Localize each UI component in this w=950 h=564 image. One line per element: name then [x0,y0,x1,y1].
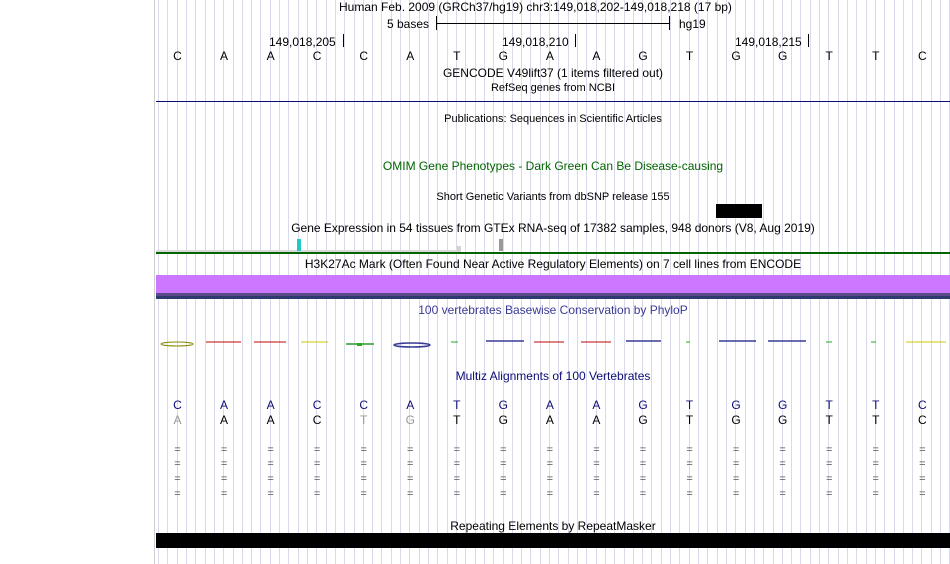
coord-tick-3 [808,34,809,47]
h3k27ac-track-title: H3K27Ac Mark (Often Found Near Active Regulatory Elements) on 7 cell lines from ENCODE [304,257,802,271]
alignment-base: A [220,413,229,427]
sequence-base: C [917,49,927,63]
omim-track-title: OMIM Gene Phenotypes - Dark Green Can Be Disease-causing [382,159,724,173]
h3k27ac-band-2 [156,296,950,299]
alignment-base: G [731,398,741,412]
alignment-gap-marker: = [593,444,600,456]
sequence-base: A [592,49,601,63]
assembly-text: hg19 [679,17,706,31]
alignment-gap-marker: = [267,488,274,500]
alignment-gap-marker: = [732,458,740,470]
dbsnp-variant-block[interactable] [716,204,762,218]
sequence-base: A [545,49,554,63]
alignment-gap-marker: = [919,488,926,500]
alignment-gap-marker: = [174,458,181,470]
alignment-gap-marker: = [686,444,693,456]
alignment-gap-marker: = [825,444,833,456]
gtex-track-title: Gene Expression in 54 tissues from GTEx RNA-seq of 17382 samples, 948 donors (V8, Aug 2019) [291,221,815,235]
alignment-base: T [685,398,694,412]
sequence-base: T [685,49,694,63]
alignment-base: G [638,413,648,427]
alignment-gap-marker: = [500,444,507,456]
alignment-gap-marker: = [500,458,507,470]
alignment-base: T [360,413,368,427]
alignment-gap-marker: = [220,444,228,456]
refseq-track-title: RefSeq genes from NCBI [490,82,616,94]
publications-track-title: Publications: Sequences in Scientific Articles [444,113,662,125]
alignment-gap-marker: = [872,488,879,500]
alignment-base: A [266,413,275,427]
phylop-signal[interactable] [156,335,950,355]
alignment-gap-marker: = [732,488,740,500]
alignment-base: A [545,398,554,412]
alignment-gap-marker: = [872,444,879,456]
alignment-gap-marker: = [546,473,554,485]
scale-bar-right-tick [669,16,670,30]
sequence-base: C [312,49,322,63]
scale-bases-text: 5 bases [387,17,430,31]
alignment-gap-marker: = [407,458,414,470]
alignment-gap-marker: = [313,444,321,456]
alignment-base: A [592,413,601,427]
alignment-gap-marker: = [825,458,833,470]
sequence-base: G [638,49,648,63]
alignment-gap-marker: = [220,458,228,470]
sequence-base: T [825,49,833,63]
alignment-base: A [266,398,275,412]
alignment-base: C [173,398,182,412]
alignment-base: G [498,413,509,427]
alignment-gap-marker: = [267,473,274,485]
alignment-gap-marker: = [825,488,833,500]
alignment-base: T [872,398,880,412]
gencode-track-title: GENCODE V49lift37 (1 items filtered out) [442,66,664,80]
alignment-gap-marker: = [593,488,600,500]
alignment-base: G [498,398,509,412]
sequence-base: A [266,49,275,63]
alignment-gap-marker: = [779,458,786,470]
alignment-gap-marker: = [174,488,181,500]
alignment-base: C [917,413,927,427]
coord-tick-1 [343,34,344,47]
alignment-gap-marker: = [919,473,926,485]
alignment-base: T [825,398,833,412]
alignment-gap-marker: = [919,444,926,456]
sequence-base: G [731,49,741,63]
alignment-gap-marker: = [453,488,461,500]
sequence-base: C [173,49,182,63]
alignment-base: A [592,398,601,412]
dbsnp-track-title: Short Genetic Variants from dbSNP release 155 [436,191,670,203]
sequence-base: A [220,49,229,63]
alignment-gap-marker: = [313,488,321,500]
gtex-bar-grey[interactable] [499,239,503,251]
alignment-base: A [545,413,554,427]
sequence-base: T [872,49,880,63]
alignment-base: C [917,398,927,412]
alignment-gap-marker: = [779,473,786,485]
alignment-base: C [312,413,322,427]
alignment-base: A [406,398,415,412]
alignment-gap-marker: = [686,488,693,500]
repeat-track-title: Repeating Elements by RepeatMasker [450,519,656,533]
alignment-gap-marker: = [360,444,367,456]
alignment-gap-marker: = [267,444,274,456]
alignment-gap-marker: = [779,488,786,500]
alignment-gap-marker: = [732,473,740,485]
sequence-base: A [406,49,415,63]
refseq-gene-line[interactable] [156,101,950,102]
phylop-track-title: 100 vertebrates Basewise Conservation by PhyloP [418,303,688,317]
alignment-gap-marker: = [313,473,321,485]
alignment-gap-marker: = [686,473,693,485]
alignment-gap-marker: = [360,473,367,485]
gtex-bar-cyan[interactable] [297,239,301,251]
alignment-gap-marker: = [919,458,926,470]
alignment-gap-marker: = [407,488,414,500]
alignment-gap-marker: = [546,488,554,500]
alignment-gap-marker: = [453,473,461,485]
alignment-base: G [777,398,788,412]
repeatmasker-block[interactable] [156,533,950,548]
coord-label-1: 149,018,205 [269,35,336,49]
alignment-gap-marker: = [313,458,321,470]
alignment-gap-marker: = [779,444,786,456]
alignment-gap-marker: = [267,458,274,470]
coord-label-3: 149,018,215 [735,35,802,49]
alignment-base: C [359,398,369,412]
window-position-text: Human Feb. 2009 (GRCh37/hg19) chr3:149,018,202-149,018,218 (17 bp) [339,0,732,14]
alignment-base: T [872,413,880,427]
alignment-base: T [453,398,461,412]
alignment-base: G [777,413,788,427]
alignment-gap-marker: = [500,488,507,500]
alignment-base: G [731,413,741,427]
scale-bar [436,23,669,24]
coord-tick-2 [575,34,576,47]
alignment-base: T [825,413,833,427]
sequence-base: C [359,49,369,63]
alignment-base: A [173,413,182,427]
alignment-base: G [405,413,415,427]
track-labels-panel [0,0,154,564]
alignment-gap-marker: = [360,458,367,470]
alignment-gap-marker: = [360,488,367,500]
tracks-panel[interactable] [156,0,950,564]
alignment-gap-marker: = [872,458,879,470]
alignment-gap-marker: = [546,444,554,456]
panel-separator [154,0,155,564]
alignment-gap-marker: = [639,444,647,456]
alignment-gap-marker: = [872,473,879,485]
alignment-gap-marker: = [593,473,600,485]
alignment-base: T [453,413,461,427]
alignment-gap-marker: = [174,444,181,456]
alignment-gap-marker: = [593,458,600,470]
alignment-gap-marker: = [825,473,833,485]
alignment-base: C [312,398,322,412]
sequence-base: T [453,49,461,63]
multiz-track-title: Multiz Alignments of 100 Vertebrates [455,369,651,383]
alignment-gap-marker: = [407,473,414,485]
alignment-gap-marker: = [686,458,693,470]
alignment-gap-marker: = [220,488,228,500]
alignment-gap-marker: = [453,444,461,456]
alignment-base: A [220,398,229,412]
alignment-gap-marker: = [546,458,554,470]
alignment-gap-marker: = [500,473,507,485]
alignment-gap-marker: = [407,444,414,456]
alignment-gap-marker: = [174,473,181,485]
alignment-gap-marker: = [453,458,461,470]
alignment-base: T [685,413,694,427]
rp11-gene-line[interactable] [156,252,950,254]
alignment-gap-marker: = [639,458,647,470]
alignment-gap-marker: = [220,473,228,485]
sequence-base: G [777,49,788,63]
alignment-base: G [638,398,648,412]
alignment-gap-marker: = [639,473,647,485]
h3k27ac-signal[interactable] [156,275,950,293]
alignment-gap-marker: = [639,488,647,500]
sequence-base: G [498,49,509,63]
alignment-gap-marker: = [732,444,740,456]
coord-label-2: 149,018,210 [502,35,569,49]
